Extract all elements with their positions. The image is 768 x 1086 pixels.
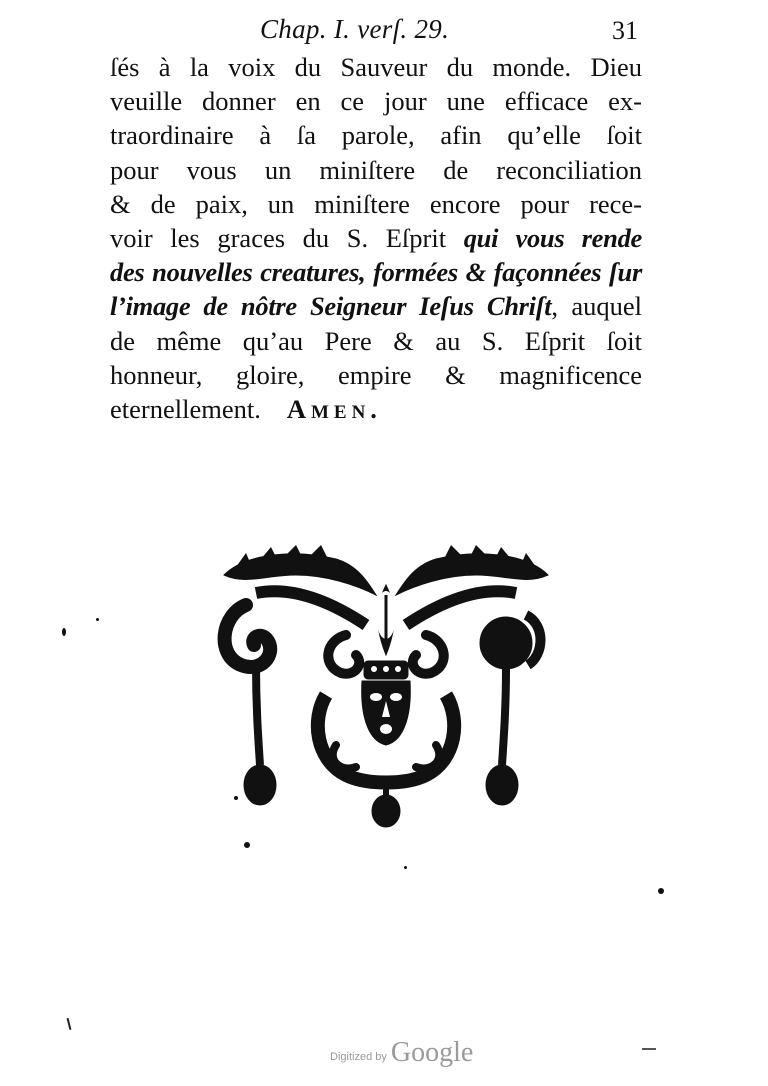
text-line xyxy=(110,118,642,152)
text-line xyxy=(110,358,642,392)
ink-speck xyxy=(234,796,238,800)
text-span: & de paix, un miniſtere encore pour rece- xyxy=(110,188,642,219)
text-span: ſés à la voix du Sauveur du monde. Dieu xyxy=(110,52,642,82)
body-text xyxy=(110,50,642,426)
text-line xyxy=(110,392,642,426)
text-span: eternellement. xyxy=(110,393,261,424)
italic-span: qui vous rende xyxy=(463,222,642,253)
text-span: de même qu’au Pere & au S. Eſprit ſoit xyxy=(110,325,642,356)
text-line xyxy=(110,289,642,323)
text-span: , auquel xyxy=(551,291,643,322)
text-line xyxy=(110,84,642,118)
text-span: pour vous un miniſtere de reconciliation xyxy=(110,154,642,185)
ink-mark xyxy=(67,1018,71,1030)
ink-speck xyxy=(404,866,407,869)
text-span: traordinaire à ſa parole, afin qu’elle ſoit xyxy=(110,120,642,151)
text-span: veuille donner en ce jour une efficace ex- xyxy=(110,86,642,117)
text-line xyxy=(110,187,642,221)
running-head: Chap. I. verſ. 29. xyxy=(260,14,450,44)
digitized-footer xyxy=(330,1028,473,1068)
ink-speck xyxy=(658,888,664,894)
digitized-by-text: Digitized by xyxy=(330,1051,387,1063)
text-line xyxy=(110,153,642,187)
text-line xyxy=(110,324,642,358)
ink-speck xyxy=(492,796,496,800)
amen-text: Amen. xyxy=(286,393,382,424)
italic-span: des nouvelles creatures, formées & façonnées ſur xyxy=(110,257,642,288)
ink-speck xyxy=(96,618,99,621)
text-line xyxy=(110,221,642,255)
text-line xyxy=(110,255,642,289)
ink-speck xyxy=(62,628,66,636)
italic-span: l’image de nôtre Seigneur Ieſus Chriſt xyxy=(110,291,552,322)
text-span: honneur, gloire, empire & magnificence xyxy=(110,359,642,390)
page-number: 31 xyxy=(612,16,638,45)
text-line xyxy=(110,50,642,84)
google-logo-text: Google xyxy=(390,1037,474,1068)
page-mark xyxy=(642,1048,656,1050)
text-span: voir les graces du S. Eſprit xyxy=(110,222,464,253)
grotesque-mask-tailpiece-icon xyxy=(216,545,556,830)
ink-speck xyxy=(244,842,250,848)
